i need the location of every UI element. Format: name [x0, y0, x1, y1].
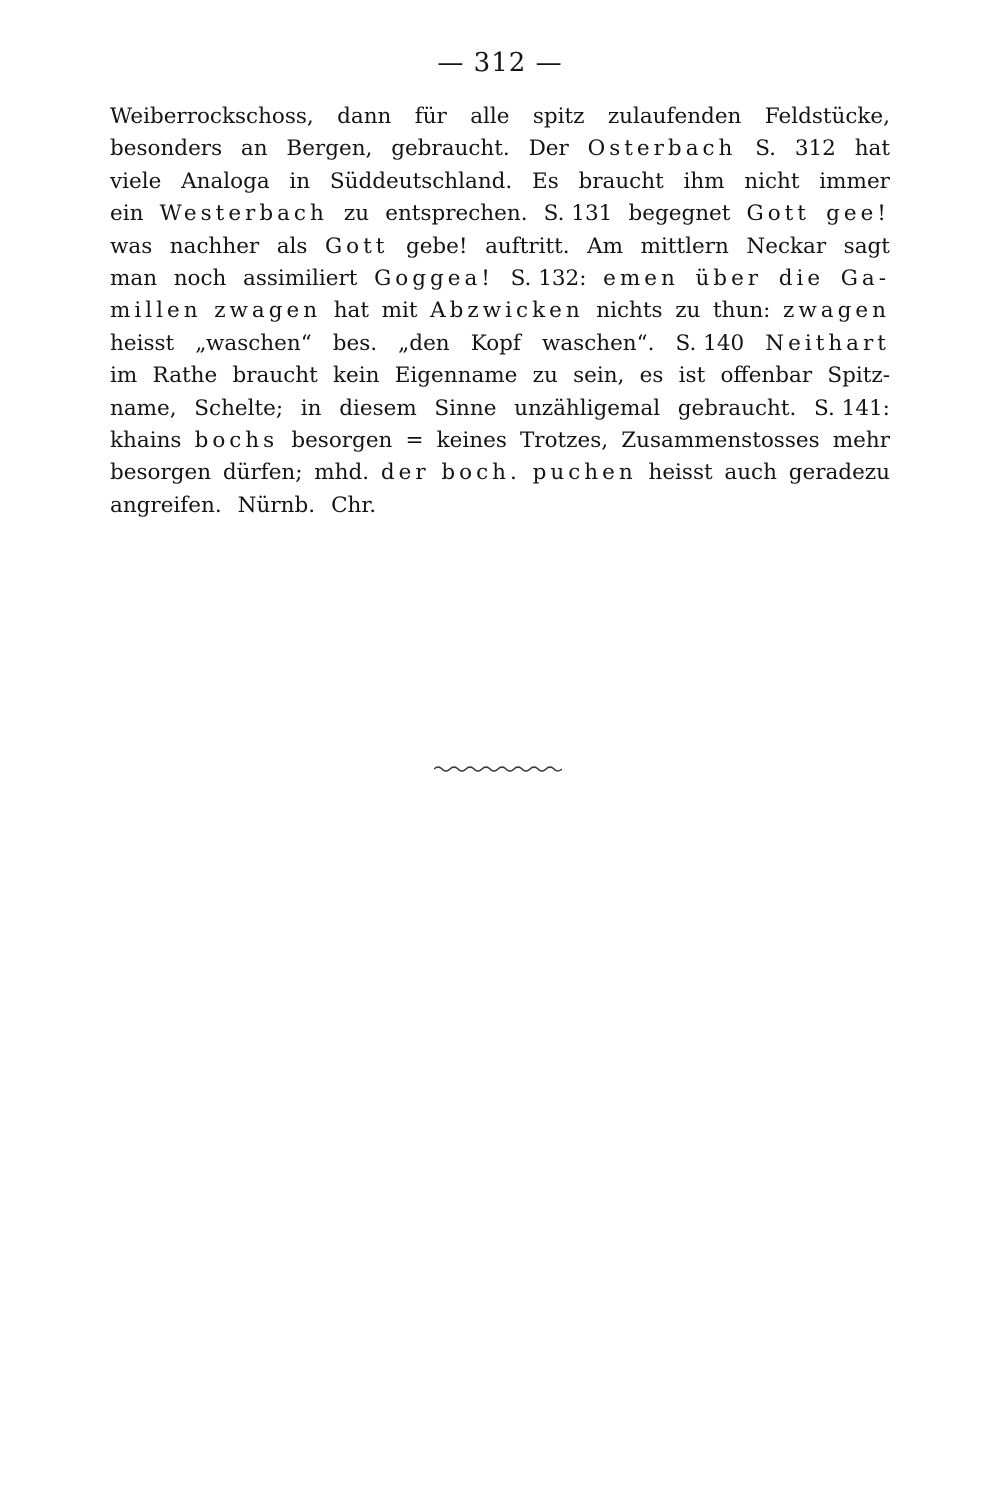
- word: assimiliert: [243, 265, 358, 291]
- word: Neithart: [765, 330, 890, 356]
- word: „waschen“: [195, 330, 312, 356]
- word: =: [405, 427, 424, 453]
- word: noch: [173, 265, 227, 291]
- text-line: [110, 101, 890, 133]
- word: heisst: [110, 330, 175, 356]
- word: Trotzes,: [519, 427, 609, 453]
- word: hat: [854, 136, 890, 162]
- word: bochs: [194, 427, 279, 453]
- word: Der: [528, 136, 569, 162]
- word: besorgen: [110, 460, 212, 486]
- word: gebraucht.: [677, 395, 797, 421]
- word: nicht: [744, 168, 800, 194]
- word: puchen: [532, 460, 637, 486]
- word: kein: [332, 363, 380, 389]
- word: Abzwicken: [430, 298, 584, 324]
- word: mehr: [832, 427, 890, 453]
- word: Weiberrockschoss,: [110, 104, 314, 129]
- body-text: [110, 101, 890, 522]
- word: gebe!: [405, 233, 468, 259]
- text-line: [110, 231, 890, 263]
- word: ein: [110, 201, 144, 227]
- word: S. 132:: [510, 265, 587, 291]
- word: Rathe: [152, 363, 218, 389]
- word: unzähligemal: [514, 395, 661, 421]
- word: sein,: [573, 363, 625, 389]
- word: zulaufenden: [607, 104, 742, 129]
- word: Westerbach: [159, 201, 328, 227]
- word: mhd.: [314, 460, 370, 486]
- word: ihm: [683, 168, 725, 194]
- word: name,: [110, 395, 177, 421]
- word: millen: [110, 298, 202, 324]
- text-line: [110, 198, 890, 230]
- word: gebraucht.: [391, 136, 510, 162]
- word: khains: [110, 427, 182, 453]
- word: hat: [333, 298, 370, 324]
- word: braucht: [232, 363, 318, 389]
- word: entsprechen.: [385, 201, 528, 227]
- word: für: [414, 104, 447, 129]
- word: Kopf: [470, 330, 521, 356]
- word: thun:: [713, 298, 771, 324]
- word: auftritt.: [485, 233, 570, 259]
- word: S. 131: [543, 201, 613, 227]
- word: man: [110, 265, 158, 291]
- word: diesem: [339, 395, 417, 421]
- word: emen: [603, 265, 679, 291]
- word: nichts: [596, 298, 663, 324]
- text-line: [110, 166, 890, 198]
- word: geradezu: [788, 460, 890, 486]
- word: besorgen: [291, 427, 393, 453]
- word: der: [380, 460, 430, 486]
- word: mit: [381, 298, 418, 324]
- word: Am: [587, 233, 624, 259]
- word: zu: [675, 298, 701, 324]
- word: Chr.: [331, 492, 377, 518]
- word: waschen“.: [541, 330, 655, 356]
- word: über: [695, 265, 763, 291]
- word: die: [778, 265, 825, 291]
- word: zwagen: [214, 298, 322, 324]
- word: Eigenname: [394, 363, 518, 389]
- word: boch.: [441, 460, 521, 486]
- text-line: [110, 457, 890, 489]
- word: „den: [398, 330, 450, 356]
- word: Feldstücke,: [764, 104, 890, 129]
- word: sagt: [843, 233, 890, 259]
- word: auch: [724, 460, 777, 486]
- word: besonders: [110, 136, 223, 162]
- word: begegnet: [628, 201, 731, 227]
- word: heisst: [648, 460, 713, 486]
- text-line: [110, 263, 890, 295]
- word: Es: [532, 168, 559, 194]
- text-line: [110, 360, 890, 392]
- word: dann: [337, 104, 392, 129]
- word: bes.: [332, 330, 378, 356]
- word: spitz: [532, 104, 585, 129]
- word: in: [300, 395, 322, 421]
- word: im: [110, 363, 138, 389]
- word: S.: [755, 136, 777, 162]
- word: alle: [470, 104, 510, 129]
- word: Bergen,: [286, 136, 373, 162]
- word: zu: [343, 201, 370, 227]
- word: zwagen: [783, 298, 890, 324]
- word: Schelte;: [194, 395, 284, 421]
- text-line: [110, 328, 890, 360]
- word: immer: [819, 168, 890, 194]
- word: zu: [532, 363, 558, 389]
- word: offenbar: [720, 363, 813, 389]
- word: ist: [678, 363, 706, 389]
- word: Gott: [325, 233, 389, 259]
- word: es: [639, 363, 664, 389]
- word: S. 141:: [814, 395, 890, 421]
- text-line: [110, 295, 890, 327]
- word: in: [289, 168, 311, 194]
- word: Zusammenstosses: [621, 427, 820, 453]
- word: gee!: [826, 201, 890, 227]
- text-line: [110, 133, 890, 165]
- word: Ga-: [840, 265, 890, 291]
- word: Goggea!: [374, 265, 494, 291]
- text-line: [110, 490, 890, 522]
- word: Spitz-: [827, 363, 890, 389]
- ornament-divider: [434, 762, 562, 774]
- word: Sinne: [434, 395, 497, 421]
- text-line: [110, 393, 890, 425]
- word: braucht: [578, 168, 664, 194]
- word: was: [110, 233, 153, 259]
- word: als: [276, 233, 308, 259]
- word: an: [240, 136, 268, 162]
- word: Nürnb.: [237, 492, 316, 518]
- word: viele: [110, 168, 162, 194]
- page-number: — 312 —: [437, 48, 563, 78]
- text-line: [110, 425, 890, 457]
- word: Neckar: [746, 233, 827, 259]
- word: nachher: [169, 233, 260, 259]
- word: Osterbach: [587, 136, 737, 162]
- word: keines: [436, 427, 507, 453]
- word: dürfen;: [222, 460, 303, 486]
- word: angreifen.: [110, 492, 222, 518]
- word: S. 140: [675, 330, 745, 356]
- word: Analoga: [181, 168, 270, 194]
- word: mittlern: [640, 233, 729, 259]
- word: 312: [794, 136, 836, 162]
- word: Süddeutschland.: [329, 168, 513, 194]
- word: Gott: [746, 201, 810, 227]
